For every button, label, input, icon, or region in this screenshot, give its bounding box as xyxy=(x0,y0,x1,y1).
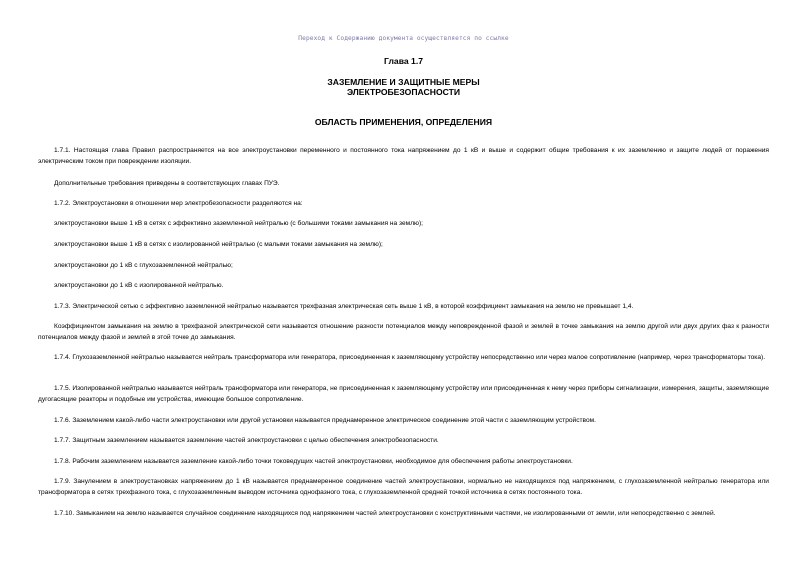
section-heading: ОБЛАСТЬ ПРИМЕНЕНИЯ, ОПРЕДЕЛЕНИЯ xyxy=(314,117,493,127)
paragraph-1-7-2: 1.7.2. Электроустановки в отношении мер электробезопасности разделяются на: xyxy=(54,200,303,207)
paragraph-additional: Дополнительные требования приведены в соответствующих главах ПУЭ. xyxy=(54,180,280,187)
list-item-3: электроустановки до 1 кВ с глухозаземленной нейтралью; xyxy=(54,262,233,269)
list-item-1: электроустановки выше 1 кВ в сетях с эффективно заземленной нейтралью (с большими токами замыкания на землю); xyxy=(54,220,424,227)
chapter-heading: Глава 1.7 xyxy=(384,56,423,66)
paragraph-1-7-9: 1.7.9. Занулением в электроустановках напряжением до 1 кВ называется преднамеренное соединение частей электроустановки, нормально не находящихся под напряжением, с глухозаземленной нейтралью генератора или трансформатора в сетях трехфазного тока, с глухозаземленным выводом источника однофазного тока, с глухозаземленной средней точкой источника в сетях постоянного тока. xyxy=(38,478,769,496)
paragraph-1-7-3: 1.7.3. Электрической сетью с эффективно заземленной нейтралью называется трехфазная электрическая сеть выше 1 кВ, в которой коэффициент замыкания на землю не превышает 1,4. xyxy=(54,303,634,310)
title-line-2: ЭЛЕКТРОБЕЗОПАСНОСТИ xyxy=(346,87,461,97)
list-item-2: электроустановки выше 1 кВ в сетях с изолированной нейтралью (с малыми токами замыкания на землю); xyxy=(54,241,383,248)
paragraph-coefficient: Коэффициентом замыкания на землю в трехфазной электрической сети называется отношение разности потенциалов между неповрежденной фазой и землей в точке замыкания на землю другой или двух других фаз к разности потенциалов между фазой и землей в этой точке до замыкания. xyxy=(38,323,769,341)
paragraph-1-7-1: 1.7.1. Настоящая глава Правил распространяется на все электроустановки переменного и постоянного тока напряжением до 1 кВ и выше и содержит общие требования к их заземлению и защите людей от поражения электрическим током при повреждении изоляции. xyxy=(38,147,769,165)
contents-link[interactable]: Переход к Содержанию документа осуществляется по ссылке xyxy=(298,35,509,42)
paragraph-1-7-7: 1.7.7. Защитным заземлением называется заземление частей электроустановки с целью обеспечения электробезопасности. xyxy=(54,437,439,444)
paragraph-1-7-4: 1.7.4. Глухозаземленной нейтралью называется нейтраль трансформатора или генератора, присоединенная к заземляющему устройству непосредственно или через малое сопротивление (например, через трансформаторы тока). xyxy=(54,354,766,361)
paragraph-1-7-5: 1.7.5. Изолированной нейтралью называется нейтраль трансформатора или генератора, не присоединенная к заземляющему устройству или присоединенная к нему через приборы сигнализации, измерения, защиты, заземляющие дугогасящие реакторы и подобные им устройства, имеющие большое сопротивление. xyxy=(38,385,769,403)
paragraph-1-7-6: 1.7.6. Заземлением какой-либо части электроустановки или другой установки называется преднамеренное электрическое соединение этой части с заземляющим устройством. xyxy=(54,417,596,424)
paragraph-1-7-10: 1.7.10. Замыканием на землю называется случайное соединение находящихся под напряжением частей электроустановки с конструктивными частями, не изолированными от земли, или непосредственно с землей. xyxy=(54,510,716,517)
paragraph-1-7-8: 1.7.8. Рабочим заземлением называется заземление какой-либо точки токоведущих частей электроустановки, необходимое для обеспечения работы электроустановки. xyxy=(54,458,573,465)
title-line-1: ЗАЗЕМЛЕНИЕ И ЗАЩИТНЫЕ МЕРЫ xyxy=(327,77,480,87)
list-item-4: электроустановки до 1 кВ с изолированной нейтралью. xyxy=(54,282,224,289)
